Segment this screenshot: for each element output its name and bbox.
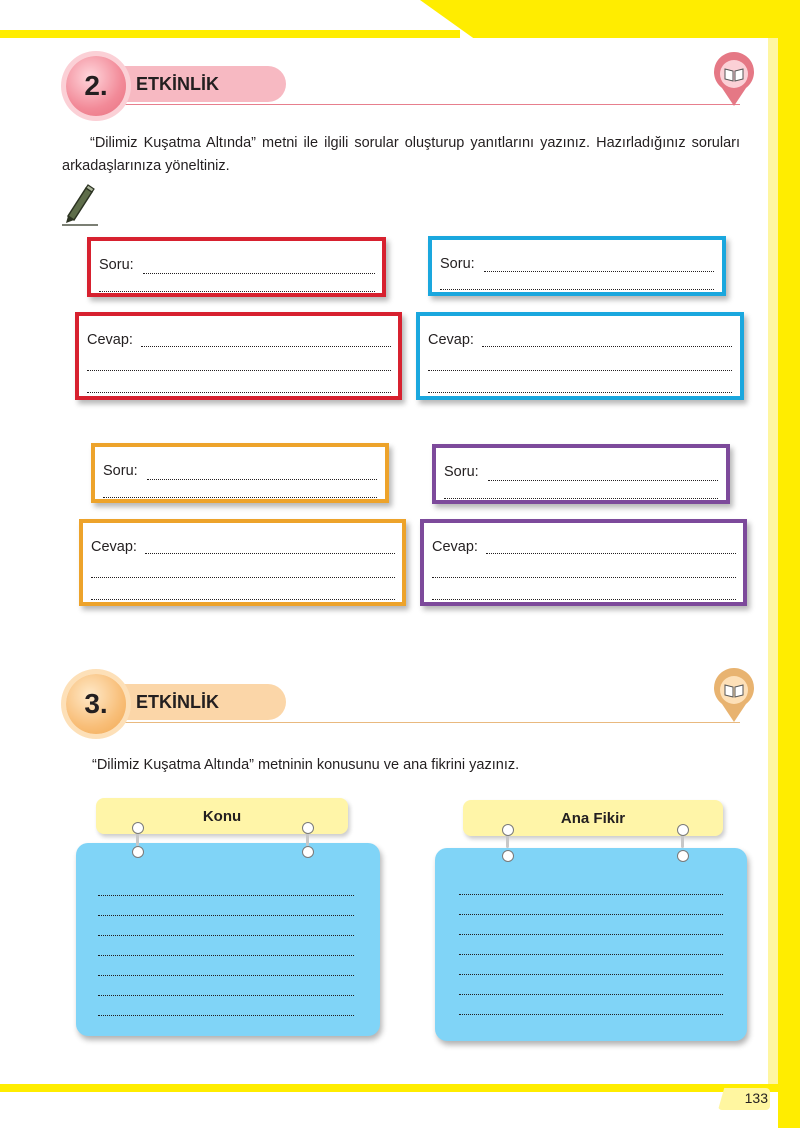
writing-line[interactable] bbox=[98, 915, 354, 916]
writing-line[interactable] bbox=[440, 289, 714, 290]
answer-label: Cevap: bbox=[87, 332, 133, 348]
writing-line[interactable] bbox=[428, 370, 732, 371]
writing-line[interactable] bbox=[459, 1014, 723, 1015]
activity2-number-badge bbox=[66, 56, 126, 116]
top-border bbox=[0, 30, 460, 38]
question-box-red[interactable] bbox=[87, 237, 386, 297]
writing-line[interactable] bbox=[98, 995, 354, 996]
writing-line[interactable] bbox=[459, 994, 723, 995]
ring-binder bbox=[302, 846, 314, 858]
answer-label: Cevap: bbox=[428, 332, 474, 348]
pencil-icon bbox=[60, 182, 100, 226]
ring-binder bbox=[677, 850, 689, 862]
writing-line[interactable] bbox=[143, 273, 375, 274]
top-corner-decoration bbox=[420, 0, 800, 38]
activity3-number-badge bbox=[66, 674, 126, 734]
ring-binder bbox=[502, 850, 514, 862]
topic-label: Konu bbox=[202, 807, 242, 825]
writing-line[interactable] bbox=[99, 291, 375, 292]
writing-line[interactable] bbox=[459, 894, 723, 895]
writing-line[interactable] bbox=[141, 346, 391, 347]
question-box-blue[interactable] bbox=[428, 236, 726, 296]
writing-line[interactable] bbox=[98, 935, 354, 936]
writing-line[interactable] bbox=[87, 392, 391, 393]
writing-line[interactable] bbox=[91, 577, 395, 578]
activity3-title: ETKİNLİK bbox=[136, 691, 219, 712]
activity2-title: ETKİNLİK bbox=[136, 73, 219, 94]
activity2-number: 2. bbox=[84, 70, 108, 101]
answer-box-red[interactable] bbox=[75, 312, 402, 400]
activity2-instruction: “Dilimiz Kuşatma Altında” metni ile ilgili sorular oluşturup yanıtlarını yazınız. Hazırladığınız soruları arkadaşlarınıza yöneltiniz. bbox=[62, 135, 740, 174]
writing-line[interactable] bbox=[98, 1015, 354, 1016]
question-box-purple[interactable] bbox=[432, 444, 730, 504]
writing-line[interactable] bbox=[459, 974, 723, 975]
question-label: Soru: bbox=[440, 256, 475, 272]
ring-binder bbox=[302, 822, 314, 834]
question-label: Soru: bbox=[103, 463, 138, 479]
writing-line[interactable] bbox=[98, 975, 354, 976]
activity3-instruction: “Dilimiz Kuşatma Altında” metninin konusunu ve ana fikrini yazınız. bbox=[92, 757, 520, 773]
activity3-rule bbox=[110, 722, 740, 723]
ring-binder bbox=[502, 824, 514, 836]
writing-line[interactable] bbox=[482, 346, 732, 347]
main-idea-label: Ana Fikir bbox=[560, 809, 626, 827]
writing-line[interactable] bbox=[488, 480, 718, 481]
question-box-orange[interactable] bbox=[91, 443, 389, 503]
writing-line[interactable] bbox=[91, 599, 395, 600]
writing-line[interactable] bbox=[444, 498, 718, 499]
writing-line[interactable] bbox=[484, 271, 714, 272]
writing-line[interactable] bbox=[98, 895, 354, 896]
right-border bbox=[778, 0, 800, 1128]
book-pin-icon bbox=[711, 668, 757, 724]
writing-line[interactable] bbox=[428, 392, 732, 393]
topic-note[interactable] bbox=[76, 843, 380, 1036]
main-idea-note[interactable] bbox=[435, 848, 747, 1041]
writing-line[interactable] bbox=[147, 479, 377, 480]
writing-line[interactable] bbox=[459, 934, 723, 935]
writing-line[interactable] bbox=[87, 370, 391, 371]
writing-line[interactable] bbox=[486, 553, 736, 554]
writing-line[interactable] bbox=[459, 914, 723, 915]
ring-binder bbox=[677, 824, 689, 836]
writing-line[interactable] bbox=[103, 497, 377, 498]
ring-binder bbox=[132, 846, 144, 858]
question-label: Soru: bbox=[99, 257, 134, 273]
activity2-rule bbox=[110, 104, 740, 105]
question-label: Soru: bbox=[444, 464, 479, 480]
writing-line[interactable] bbox=[432, 577, 736, 578]
writing-line[interactable] bbox=[98, 955, 354, 956]
answer-box-blue[interactable] bbox=[416, 312, 744, 400]
ring-binder bbox=[132, 822, 144, 834]
answer-label: Cevap: bbox=[91, 539, 137, 555]
answer-box-orange[interactable] bbox=[79, 519, 406, 606]
writing-line[interactable] bbox=[459, 954, 723, 955]
writing-line[interactable] bbox=[145, 553, 395, 554]
answer-box-purple[interactable] bbox=[420, 519, 747, 606]
answer-label: Cevap: bbox=[432, 539, 478, 555]
book-pin-icon bbox=[711, 52, 757, 108]
writing-line[interactable] bbox=[432, 599, 736, 600]
bottom-border bbox=[0, 1084, 800, 1092]
page-number: 133 bbox=[744, 1090, 768, 1106]
activity3-number: 3. bbox=[84, 688, 108, 719]
